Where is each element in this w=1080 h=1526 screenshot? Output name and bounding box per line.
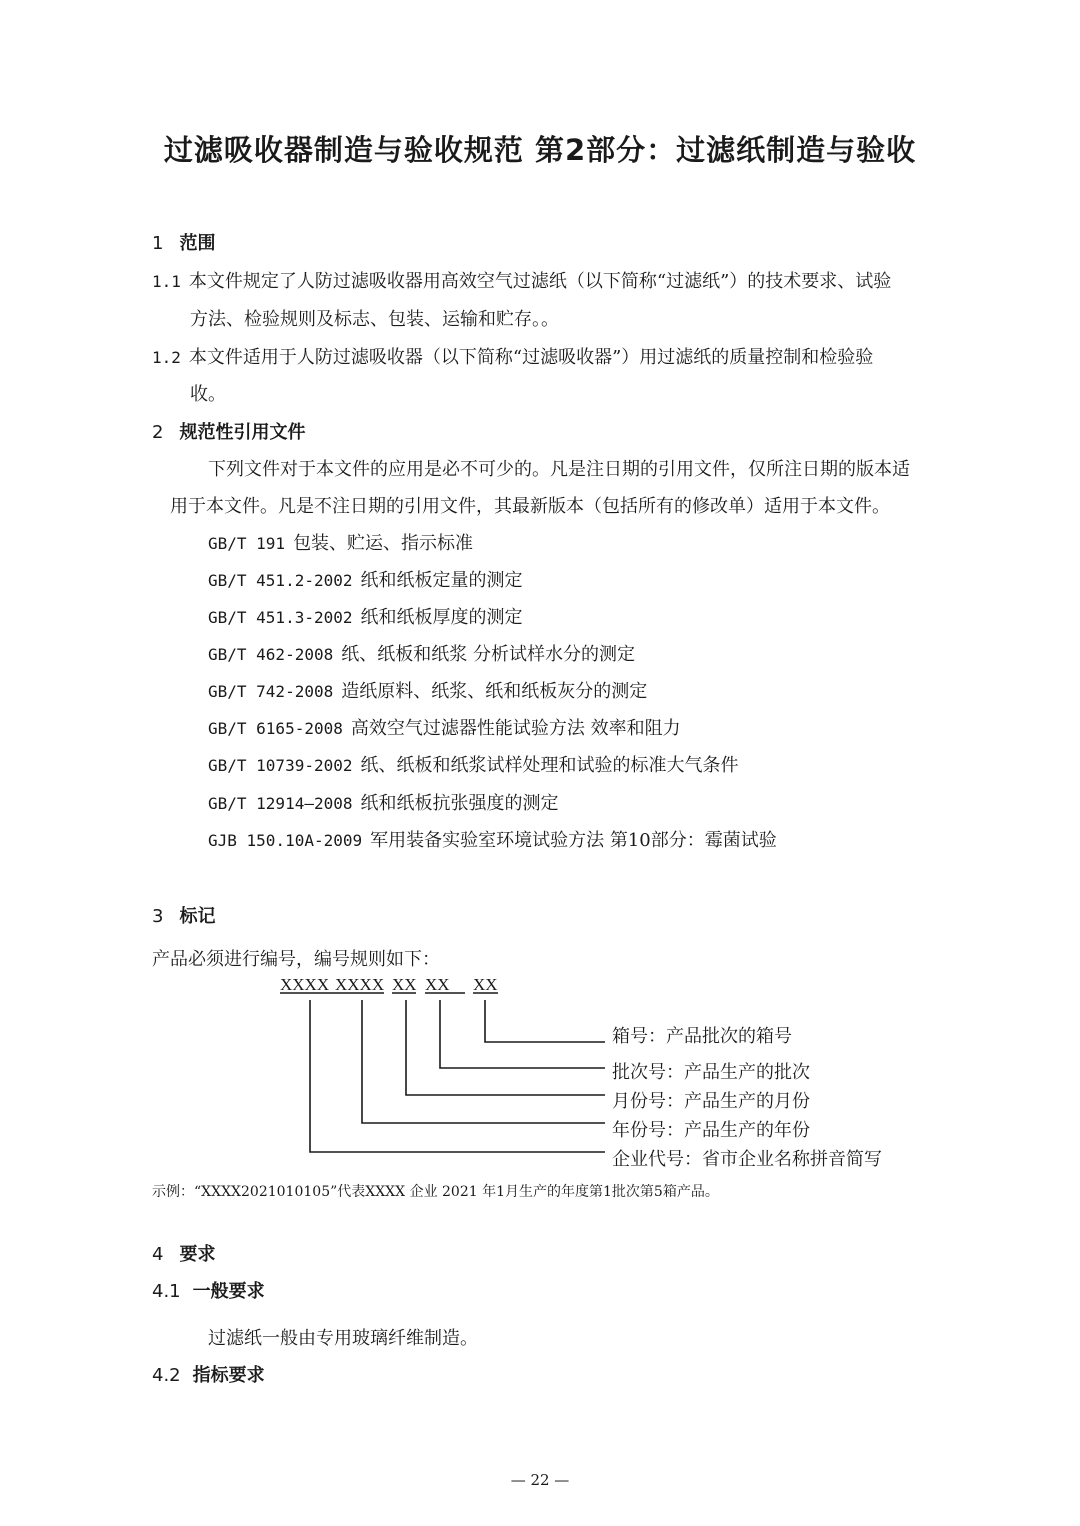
reference-code: GB/T 462-2008 <box>208 645 334 664</box>
clause-number: 4.1 <box>152 1281 181 1302</box>
label-batch-number: 批次号：产品生产的批次 <box>612 1062 810 1083</box>
marking-example: 示例：“XXXX2021010105”代表XXXX 企业 2021 年1月生产的年度第1批次第5箱产品。 <box>152 1184 719 1200</box>
section-title: 规范性引用文件 <box>179 422 306 443</box>
reference-title: 纸和纸板抗张强度的测定 <box>360 793 559 814</box>
code-part-box: XX <box>473 975 498 994</box>
clause-1-2-line2: 收。 <box>190 384 226 405</box>
references-intro-line2: 用于本文件。凡是不注日期的引用文件，其最新版本（包括所有的修改单）适用于本文件。 <box>170 496 890 517</box>
code-part-batch: XX <box>425 975 450 994</box>
reference-title: 纸、纸板和纸浆试样处理和试验的标准大气条件 <box>360 755 739 776</box>
clause-4-2-heading <box>152 1361 265 1387</box>
section-number: 4 <box>152 1244 164 1265</box>
clause-1-1-line1 <box>152 267 891 293</box>
references-intro-line1: 下列文件对于本文件的应用是必不可少的。凡是注日期的引用文件，仅所注日期的版本适 <box>208 459 910 480</box>
code-part-year: XXXX <box>335 975 385 994</box>
clause-4-1-heading <box>152 1277 265 1303</box>
reference-item <box>208 603 523 629</box>
reference-item <box>208 640 635 666</box>
reference-title: 纸、纸板和纸浆 分析试样水分的测定 <box>341 644 635 665</box>
reference-item <box>208 751 739 777</box>
section-number: 3 <box>152 906 164 927</box>
clause-number: 4.2 <box>152 1365 181 1386</box>
reference-code: GB/T 10739-2002 <box>208 756 353 775</box>
connector-enterprise <box>310 1000 605 1152</box>
clause-number: 1.1 <box>152 272 181 291</box>
document-title: 过滤吸收器制造与验收规范 第2部分：过滤纸制造与验收 <box>163 133 917 167</box>
clause-text: 本文件规定了人防过滤吸收器用高效空气过滤纸（以下简称“过滤纸”）的技术要求、试验 <box>188 271 892 292</box>
reference-title: 高效空气过滤器性能试验方法 效率和阻力 <box>350 718 681 739</box>
reference-item <box>208 714 681 740</box>
clause-number: 1.2 <box>152 348 181 367</box>
reference-code: GB/T 6165-2008 <box>208 719 343 738</box>
reference-title: 造纸原料、纸浆、纸和纸板灰分的测定 <box>341 681 648 702</box>
label-month-number: 月份号：产品生产的月份 <box>612 1091 810 1112</box>
code-part-enterprise: XXXX <box>280 975 330 994</box>
reference-code: GB/T 451.2-2002 <box>208 571 353 590</box>
reference-title: 纸和纸板定量的测定 <box>360 570 523 591</box>
section-number: 1 <box>152 233 164 254</box>
reference-code: GJB 150.10A-2009 <box>208 831 363 850</box>
clause-1-1-line2: 方法、检验规则及标志、包装、运输和贮存。。 <box>190 309 559 330</box>
reference-title: 纸和纸板厚度的测定 <box>360 607 523 628</box>
clause-text: 本文件适用于人防过滤吸收器（以下简称“过滤吸收器”）用过滤纸的质量控制和检验验 <box>188 347 874 368</box>
reference-item <box>208 789 559 815</box>
reference-item <box>208 826 777 852</box>
connector-box <box>485 1000 605 1042</box>
label-year-number: 年份号：产品生产的年份 <box>612 1120 810 1141</box>
label-enterprise-code: 企业代号：省市企业名称拼音简写 <box>612 1149 882 1170</box>
section-title: 要求 <box>179 1244 216 1265</box>
connector-month <box>406 1000 605 1095</box>
label-box-number: 箱号：产品批次的箱号 <box>612 1026 792 1047</box>
reference-item <box>208 566 523 592</box>
connector-year <box>362 1000 605 1123</box>
reference-item <box>208 529 473 555</box>
reference-item <box>208 677 647 703</box>
reference-code: GB/T 12914—2008 <box>208 794 353 813</box>
section-title: 范围 <box>179 233 216 254</box>
section-1-heading <box>152 229 215 255</box>
reference-code: GB/T 451.3-2002 <box>208 608 353 627</box>
reference-title: 包装、贮运、指示标准 <box>293 533 474 554</box>
section-title: 标记 <box>179 906 216 927</box>
section-2-heading <box>152 418 305 444</box>
page-number: — 22 — <box>510 1471 570 1489</box>
marking-intro: 产品必须进行编号，编号规则如下： <box>152 949 440 970</box>
clause-4-1-text: 过滤纸一般由专用玻璃纤维制造。 <box>208 1328 478 1349</box>
reference-code: GB/T 742-2008 <box>208 682 334 701</box>
code-structure-diagram <box>270 968 910 1168</box>
section-number: 2 <box>152 422 164 443</box>
clause-title: 一般要求 <box>192 1281 265 1302</box>
reference-code: GB/T 191 <box>208 534 286 553</box>
section-4-heading <box>152 1240 215 1266</box>
connector-batch <box>440 1000 605 1068</box>
reference-title: 军用装备实验室环境试验方法 第10部分：霉菌试验 <box>370 830 777 851</box>
section-3-heading <box>152 902 215 928</box>
clause-1-2-line1 <box>152 343 873 369</box>
clause-title: 指标要求 <box>192 1365 265 1386</box>
code-part-month: XX <box>392 975 417 994</box>
